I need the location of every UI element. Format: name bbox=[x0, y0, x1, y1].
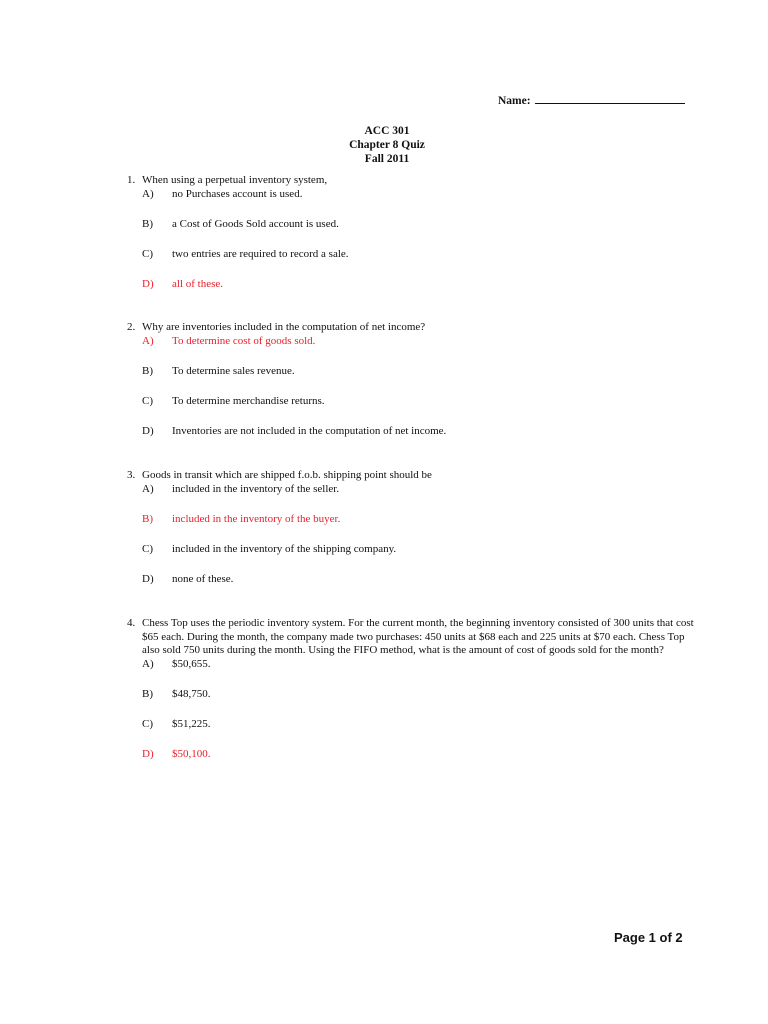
answer-options bbox=[142, 188, 697, 292]
option-b bbox=[142, 688, 697, 702]
option-text: all of these. bbox=[172, 277, 224, 290]
option-text: To determine sales revenue. bbox=[172, 364, 295, 377]
question-text: Chess Top uses the periodic inventory system. For the current month, the beginning inventory consisted of 300 units that cost $65 each. During the month, the company made two purchases: 450 units at $68 each and 225 units at $70 each. Chess Top also sold 750 units during the month. Using the FIFO method, what is the amount of cost of goods sold for the month? bbox=[142, 617, 694, 656]
option-c bbox=[142, 543, 697, 557]
option-letter: D) bbox=[142, 424, 154, 437]
option-text: included in the inventory of the shipping company. bbox=[172, 542, 397, 555]
option-letter: A) bbox=[142, 657, 154, 670]
option-letter: B) bbox=[142, 687, 153, 700]
page-number: Page 1 of 2 bbox=[614, 930, 683, 945]
option-text: included in the inventory of the seller. bbox=[172, 482, 340, 495]
option-a bbox=[142, 483, 697, 497]
option-letter: C) bbox=[142, 717, 153, 730]
question-text: Why are inventories included in the computation of net income? bbox=[142, 321, 426, 333]
option-text: a Cost of Goods Sold account is used. bbox=[172, 217, 339, 230]
option-letter: D) bbox=[142, 277, 154, 290]
option-letter: C) bbox=[142, 394, 153, 407]
option-text: included in the inventory of the buyer. bbox=[172, 512, 341, 525]
name-field bbox=[498, 92, 685, 107]
option-d-correct bbox=[142, 278, 697, 292]
option-letter: A) bbox=[142, 334, 154, 347]
option-d bbox=[142, 425, 697, 439]
question-number: 2. bbox=[127, 321, 136, 333]
option-d bbox=[142, 573, 697, 587]
option-c bbox=[142, 718, 697, 732]
option-d-correct bbox=[142, 748, 697, 762]
option-text: Inventories are not included in the computation of net income. bbox=[172, 424, 447, 437]
option-letter: C) bbox=[142, 542, 153, 555]
question-number: 4. bbox=[127, 617, 136, 629]
option-letter: D) bbox=[142, 572, 154, 585]
quiz-title: Chapter 8 Quiz bbox=[349, 139, 425, 151]
question-number: 1. bbox=[127, 174, 136, 186]
option-text: To determine cost of goods sold. bbox=[172, 334, 316, 347]
course-title: ACC 301 bbox=[364, 125, 410, 137]
question-4 bbox=[127, 617, 697, 761]
option-letter: D) bbox=[142, 747, 154, 760]
option-text: $48,750. bbox=[172, 687, 211, 700]
option-b bbox=[142, 365, 697, 379]
answer-options bbox=[142, 658, 697, 762]
option-letter: C) bbox=[142, 247, 153, 260]
option-letter: A) bbox=[142, 187, 154, 200]
term-title: Fall 2011 bbox=[364, 153, 410, 165]
answer-options bbox=[142, 483, 697, 587]
question-2 bbox=[127, 321, 697, 438]
quiz-header bbox=[0, 124, 768, 166]
name-label: Name: bbox=[498, 95, 531, 107]
option-text: $50,100. bbox=[172, 747, 211, 760]
option-a bbox=[142, 658, 697, 672]
question-text: When using a perpetual inventory system, bbox=[142, 174, 328, 186]
option-text: To determine merchandise returns. bbox=[172, 394, 325, 407]
name-blank[interactable] bbox=[535, 92, 685, 104]
question-number: 3. bbox=[127, 469, 136, 481]
option-letter: B) bbox=[142, 217, 153, 230]
option-text: $51,225. bbox=[172, 717, 211, 730]
answer-options bbox=[142, 335, 697, 439]
question-text: Goods in transit which are shipped f.o.b. shipping point should be bbox=[142, 469, 432, 481]
option-a bbox=[142, 188, 697, 202]
option-text: $50,655. bbox=[172, 657, 211, 670]
option-text: no Purchases account is used. bbox=[172, 187, 303, 200]
option-c bbox=[142, 248, 697, 262]
option-letter: A) bbox=[142, 482, 154, 495]
option-b bbox=[142, 218, 697, 232]
option-text: two entries are required to record a sale. bbox=[172, 247, 349, 260]
option-text: none of these. bbox=[172, 572, 234, 585]
option-b-correct bbox=[142, 513, 697, 527]
option-c bbox=[142, 395, 697, 409]
option-letter: B) bbox=[142, 364, 153, 377]
option-a-correct bbox=[142, 335, 697, 349]
question-3 bbox=[127, 469, 697, 586]
option-letter: B) bbox=[142, 512, 153, 525]
question-1 bbox=[127, 174, 697, 291]
